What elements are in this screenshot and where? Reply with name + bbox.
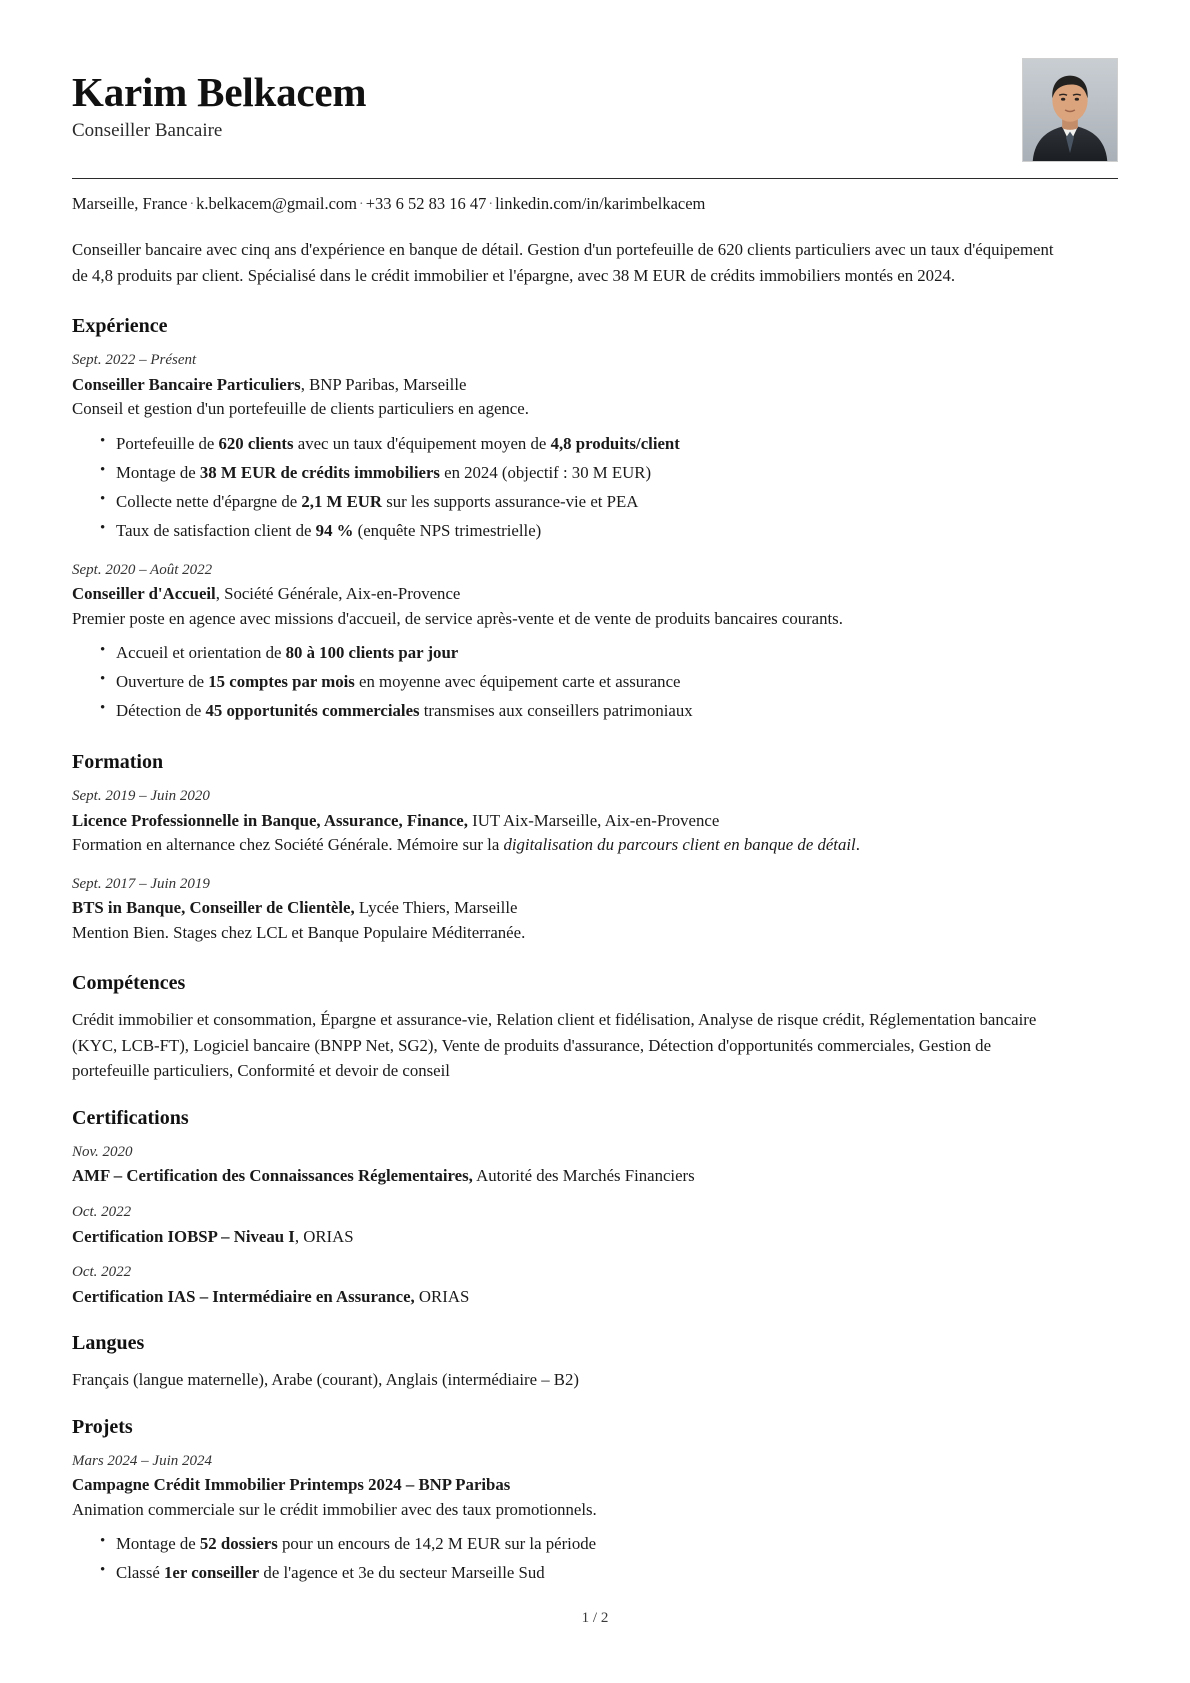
certification-entry (72, 1262, 1118, 1309)
certification-date: Oct. 2022 (72, 1203, 132, 1220)
list-item (100, 460, 1118, 486)
formation-description-text: Formation en alternance chez Société Générale. Mémoire sur la (72, 835, 504, 855)
contact-email[interactable]: k.belkacem@gmail.com (196, 194, 358, 213)
projet-entry (72, 1451, 1118, 1587)
bullet-highlight: 52 dossiers (199, 1533, 278, 1553)
section-certifications (72, 1106, 1118, 1309)
section-formation (72, 750, 1118, 945)
list-item (100, 669, 1118, 695)
experience-date: Sept. 2022 – Présent (72, 352, 197, 369)
formation-school: IUT Aix-Marseille, Aix-en-Provence (467, 811, 720, 830)
certification-heading (72, 1225, 1118, 1249)
bullet-text: Accueil et orientation de (116, 643, 286, 663)
experience-org: , Société Générale, Aix-en-Provence (215, 584, 461, 604)
formation-entry (72, 786, 1118, 857)
bullet-text: Montage de (116, 1533, 200, 1553)
certification-entry (72, 1202, 1118, 1249)
formation-thesis-title: digitalisation du parcours client en banque de détail (503, 835, 856, 855)
experience-description: Premier poste en agence avec missions d'accueil, de service après-vente et de vente de produits bancaires courants. (72, 608, 843, 628)
experience-entry (72, 560, 1118, 725)
experience-org: , BNP Paribas, Marseille (300, 374, 467, 394)
certification-name: Certification IOBSP – Niveau I (72, 1226, 295, 1246)
list-item (100, 698, 1118, 724)
bullet-highlight: 620 clients (218, 433, 294, 453)
certification-entry (72, 1142, 1118, 1189)
bullet-text: sur les supports assurance-vie et PEA (382, 491, 639, 511)
formation-heading (72, 809, 1118, 833)
formation-heading (72, 896, 1118, 920)
list-item (100, 1531, 1118, 1557)
bullet-text: Taux de satisfaction client de (116, 520, 316, 540)
bullet-text: de l'agence et 3e du secteur Marseille Sud (259, 1563, 545, 1582)
competences-text: Crédit immobilier et consommation, Épargne et assurance-vie, Relation client et fidélisation, Analyse de risque crédit, Réglementation bancaire (KYC, LCB-FT), Logiciel bancaire (BNPP Net, SG2), Vente de produits d'assurance, Détection d'opportunités commerciales, Gestion de portefeuille particuliers, Conformité et devoir de conseil (72, 1010, 1037, 1081)
section-title-competences: Compétences (72, 972, 186, 995)
bullet-highlight: 2,1 M EUR (301, 491, 383, 511)
certification-heading (72, 1164, 1118, 1188)
experience-description: Conseil et gestion d'un portefeuille de clients particuliers en agence. (72, 399, 529, 419)
list-item (100, 640, 1118, 666)
bullet-highlight: 38 M EUR de crédits immobiliers (199, 462, 440, 482)
bullet-highlight: 45 opportunités commerciales (205, 701, 420, 721)
list-item (100, 431, 1118, 457)
formation-school: Lycée Thiers, Marseille (354, 898, 518, 918)
candidate-name: Karim Belkacem (72, 69, 367, 115)
projet-name: Campagne Crédit Immobilier Printemps 2024 – BNP Paribas (72, 1475, 511, 1495)
projet-date: Mars 2024 – Juin 2024 (72, 1452, 212, 1469)
bullet-highlight: 94 % (315, 520, 354, 540)
header-text-block (72, 56, 366, 143)
experience-date: Sept. 2020 – Août 2022 (72, 561, 213, 578)
page-footer (0, 1610, 1190, 1627)
formation-description (72, 921, 1118, 945)
header-divider (72, 178, 1118, 179)
formation-degree: Licence Professionnelle in Banque, Assurance, Finance, (72, 811, 468, 830)
formation-date: Sept. 2017 – Juin 2019 (72, 875, 210, 892)
section-competences (72, 971, 1118, 1084)
langues-text: Français (langue maternelle), Arabe (courant), Anglais (intermédiaire – B2) (72, 1370, 579, 1389)
list-item (100, 489, 1118, 515)
certification-heading (72, 1285, 1118, 1309)
bullet-text: Ouverture de (116, 672, 209, 692)
projet-bullet-list (72, 1531, 1118, 1586)
page-indicator: 1 / 2 (581, 1610, 609, 1626)
formation-description (72, 833, 1118, 857)
contact-location: Marseille, France (72, 194, 188, 213)
bullet-highlight: 1er conseiller (164, 1563, 260, 1582)
experience-role: Conseiller Bancaire Particuliers (72, 374, 301, 394)
contact-separator: · (189, 197, 195, 212)
projet-heading (72, 1473, 1118, 1497)
formation-date: Sept. 2019 – Juin 2020 (72, 788, 210, 805)
formation-description-text: . (855, 835, 860, 855)
certification-issuer: ORIAS (414, 1286, 470, 1306)
professional-summary: Conseiller bancaire avec cinq ans d'expérience en banque de détail. Gestion d'un portefeuille de 620 clients particuliers avec un taux d'équipement de 4,8 produits par client. Spécialisé dans le crédit immobilier et l'épargne, avec 38 M EUR de crédits immobiliers montés en 2024. (72, 240, 1054, 285)
experience-role: Conseiller d'Accueil (72, 584, 216, 604)
certification-issuer: , ORIAS (294, 1226, 354, 1246)
bullet-highlight: 15 comptes par mois (208, 672, 355, 692)
bullet-text: transmises aux conseillers patrimoniaux (419, 701, 693, 721)
bullet-text: Montage de (116, 462, 200, 482)
contact-separator: · (488, 197, 494, 212)
section-title-experience: Expérience (72, 315, 168, 338)
section-title-certifications: Certifications (72, 1106, 189, 1129)
bullet-text: Portefeuille de (116, 433, 219, 453)
bullet-text: en 2024 (objectif : 30 M EUR) (439, 462, 652, 482)
contact-line (72, 192, 1118, 215)
bullet-text: Détection de (116, 701, 206, 721)
certification-name: Certification IAS – Intermédiaire en Assurance, (72, 1286, 415, 1306)
certification-date: Oct. 2022 (72, 1263, 132, 1280)
bullet-text: pour un encours de 14,2 M EUR sur la période (277, 1533, 597, 1553)
bullet-highlight: 4,8 produits/client (550, 433, 680, 453)
candidate-job-title: Conseiller Bancaire (72, 120, 223, 142)
section-projets (72, 1415, 1118, 1587)
certification-date: Nov. 2020 (72, 1143, 133, 1160)
projet-description: Animation commerciale sur le crédit immobilier avec des taux promotionnels. (72, 1499, 597, 1519)
certification-name: AMF – Certification des Connaissances Réglementaires, (72, 1166, 473, 1186)
experience-bullet-list (72, 431, 1118, 544)
section-experience (72, 314, 1118, 724)
list-item (100, 1560, 1118, 1586)
portrait-photo-icon (1023, 59, 1117, 161)
section-title-langues: Langues (72, 1332, 145, 1354)
experience-heading (72, 373, 1118, 397)
bullet-text: Collecte nette d'épargne de (116, 491, 302, 511)
bullet-text: en moyenne avec équipement carte et assurance (354, 672, 681, 692)
bullet-highlight: 80 à 100 clients par jour (285, 643, 459, 663)
list-item (100, 518, 1118, 544)
contact-phone[interactable]: +33 6 52 83 16 47 (365, 194, 487, 213)
contact-linkedin[interactable]: linkedin.com/in/karimbelkacem (495, 194, 706, 213)
experience-entry (72, 350, 1118, 544)
bullet-text: Classé (116, 1563, 165, 1582)
section-title-formation: Formation (72, 751, 164, 774)
section-title-projets: Projets (72, 1415, 133, 1438)
formation-description-text: Mention Bien. Stages chez LCL et Banque Populaire Méditerranée. (72, 922, 526, 942)
formation-degree: BTS in Banque, Conseiller de Clientèle, (72, 898, 355, 918)
contact-separator: · (359, 197, 364, 212)
bullet-text: avec un taux d'équipement moyen de (293, 433, 551, 453)
formation-entry (72, 874, 1118, 945)
resume-header (72, 56, 1118, 162)
bullet-text: (enquête NPS trimestrielle) (353, 520, 542, 540)
avatar (1022, 58, 1118, 162)
certification-issuer: Autorité des Marchés Financiers (472, 1166, 695, 1186)
experience-bullet-list (72, 640, 1118, 724)
section-langues (72, 1331, 1118, 1393)
experience-heading (72, 582, 1118, 606)
